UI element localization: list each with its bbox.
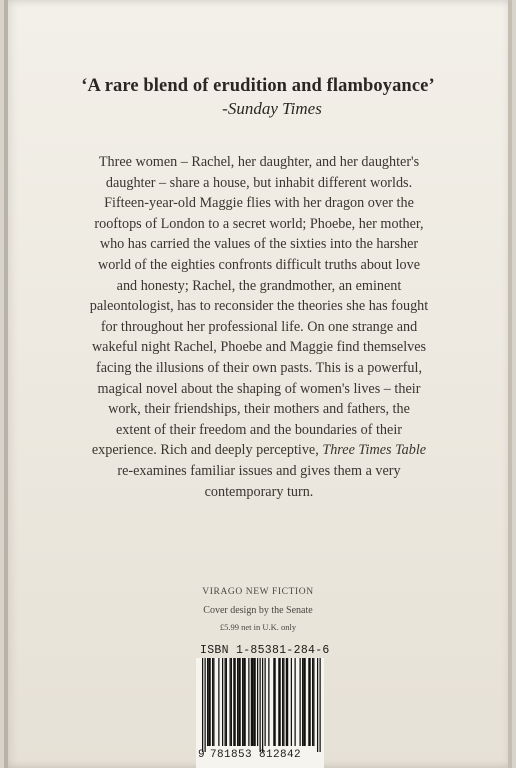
barcode-bar (303, 658, 304, 746)
barcode-bar (286, 658, 287, 746)
barcode-bar (260, 658, 261, 752)
barcode-bar (312, 658, 313, 746)
blurb-line: and honesty; Rachel, the grandmother, an eminent (116, 277, 402, 294)
cover-design-credit: Cover design by the Senate (203, 605, 313, 616)
barcode-bar (265, 658, 266, 746)
barcode-bars (196, 658, 324, 752)
barcode-bar (243, 658, 244, 746)
blurb-line: extent of their freedom and the boundaries of their (115, 421, 402, 438)
barcode-bar (208, 658, 209, 746)
barcode-bar (202, 658, 203, 752)
barcode-bar (213, 658, 214, 746)
barcode-bar (222, 658, 223, 746)
barcode-bar (251, 658, 252, 746)
barcode-bar (238, 658, 239, 746)
barcode-bar (291, 658, 292, 746)
blurb-line: rooftops of London to a secret world; Phoebe, her mother, (94, 215, 424, 232)
blurb-line: Fifteen-year-old Maggie flies with her dragon over the (104, 195, 414, 212)
barcode-bar (205, 658, 206, 752)
press-quote: ‘A rare blend of erudition and flamboyance’ (81, 76, 435, 96)
quote-attribution: -Sunday Times (222, 99, 322, 118)
barcode-bar (210, 658, 211, 746)
barcode-bar (248, 658, 249, 746)
barcode-bar (257, 658, 258, 746)
barcode-bar (278, 658, 279, 746)
blurb-line: facing the illusions of their own pasts. This is a powerful, (95, 359, 422, 376)
blurb-line: contemporary turn. (204, 483, 314, 500)
barcode-bar (287, 658, 288, 746)
barcode-bar (237, 658, 238, 746)
barcode-bar (268, 658, 269, 746)
ean-number: 781853 812842 (210, 749, 302, 761)
blurb-line (56, 440, 462, 461)
barcode-bar (275, 658, 276, 746)
blurb-line: for throughout her professional life. On one strange and (100, 318, 418, 335)
barcode-bar (302, 658, 303, 746)
book-title: Three Times Table (322, 442, 427, 459)
barcode-bar (253, 658, 254, 746)
barcode-bar (273, 658, 274, 746)
barcode-bar (207, 658, 208, 746)
barcode-bar (242, 658, 243, 746)
blurb-text (56, 152, 462, 502)
blurb-line: world of the eighties confronts difficult truths about love (97, 256, 421, 273)
barcode-bar (233, 658, 234, 746)
barcode-bar (280, 658, 281, 746)
barcode-bar (226, 658, 227, 746)
barcode-bar (300, 658, 301, 746)
barcode-bar (231, 658, 232, 746)
blurb-line: paleontologist, has to reconsider the theories she has fought (89, 298, 429, 315)
barcode-bar (252, 658, 253, 746)
barcode-bar (317, 658, 318, 752)
barcode-bar (212, 658, 213, 746)
imprint-series: VIRAGO NEW FICTION (202, 587, 314, 597)
barcode-bar (305, 658, 306, 746)
blurb-line: Three women – Rachel, her daughter, and her daughter's (98, 154, 420, 170)
barcode-bar (310, 658, 311, 746)
barcode-bar (235, 658, 236, 746)
blurb-line: work, their friendships, their mothers and fathers, the (108, 401, 410, 418)
blurb-line: who has carried the values of the sixties into the harsher (99, 236, 419, 253)
barcode-bar (225, 658, 226, 746)
barcode-bar (283, 658, 284, 746)
barcode-bar (218, 658, 219, 746)
barcode-bar (245, 658, 246, 746)
blurb-line: magical novel about the shaping of women's lives – their (97, 380, 421, 397)
blurb-line: re-examines familiar issues and gives them a very (117, 462, 401, 479)
barcode-bar (262, 658, 263, 752)
price-label: £5.99 net in U.K. only (219, 622, 297, 632)
blurb-line: daughter – share a house, but inhabit different worlds. (105, 174, 413, 191)
barcode-bar (313, 658, 314, 746)
barcode-bar (320, 658, 321, 752)
barcode-bar (282, 658, 283, 746)
barcode-bar (308, 658, 309, 746)
barcode-bar (295, 658, 296, 746)
isbn-label: ISBN 1-85381-284-6 (200, 644, 330, 657)
barcode-bar (255, 658, 256, 746)
ean-lead-digit: 9 (198, 749, 206, 761)
blurb-line-text: experience. Rich and deeply perceptive, (91, 442, 323, 459)
barcode-bar (230, 658, 231, 746)
blurb-line: wakeful night Rachel, Phoebe and Maggie find themselves (91, 339, 427, 356)
barcode-bar (240, 658, 241, 746)
